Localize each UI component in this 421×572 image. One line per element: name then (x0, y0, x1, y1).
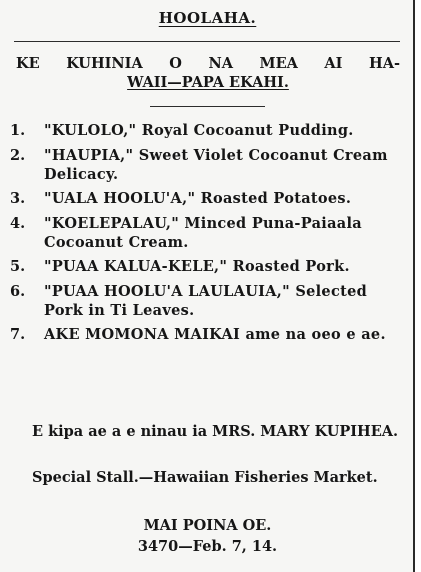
list-item (10, 189, 405, 208)
item-text: "KULOLO," Royal Cocoanut Pudding. (44, 122, 354, 139)
top-rule (14, 41, 400, 42)
item-text: "HAUPIA," Sweet Violet Cocoanut Cream Delicacy. (44, 146, 388, 183)
item-number: 3. (10, 190, 26, 207)
list-item (10, 257, 405, 276)
item-text: "PUAA KALUA-KELE," Roasted Pork. (44, 258, 350, 275)
item-number: 1. (10, 122, 26, 139)
contact-line: E kipa ae a e ninau ia MRS. MARY KUPIHEA. (32, 423, 399, 440)
page-margin (417, 0, 421, 572)
item-number: 5. (10, 258, 26, 275)
item-number: 4. (10, 214, 26, 232)
item-text: AKE MOMONA MAIKAI ame na oeo e ae. (44, 326, 386, 343)
item-text: "UALA HOOLU'A," Roasted Potatoes. (44, 190, 352, 207)
item-text: "KOELEPALAU," Minced Puna-Paiaala Cocoanut Cream. (44, 214, 362, 251)
divider-rule (150, 106, 265, 107)
ad-heading: HOOLAHA. (158, 9, 257, 27)
list-item (10, 214, 405, 252)
item-number: 2. (10, 146, 26, 164)
ad-title-line-2: WAII—PAPA EKAHI. (127, 74, 289, 91)
closing-line: MAI POINA OE. (143, 517, 272, 534)
item-number: 6. (10, 282, 26, 300)
ad-title-line-1: KE KUHINIA O NA MEA AI HA- (16, 55, 400, 72)
item-number: 7. (10, 326, 26, 343)
list-item (10, 146, 405, 184)
stall-line: Special Stall.—Hawaiian Fisheries Market. (32, 469, 378, 486)
list-item (10, 121, 405, 140)
reference-line: 3470—Feb. 7, 14. (137, 538, 278, 555)
list-item (10, 325, 405, 344)
item-text: "PUAA HOOLU'A LAULAUIA," Selected Pork in Ti Leaves. (44, 282, 368, 319)
list-item (10, 282, 405, 320)
menu-items-list (10, 121, 405, 350)
